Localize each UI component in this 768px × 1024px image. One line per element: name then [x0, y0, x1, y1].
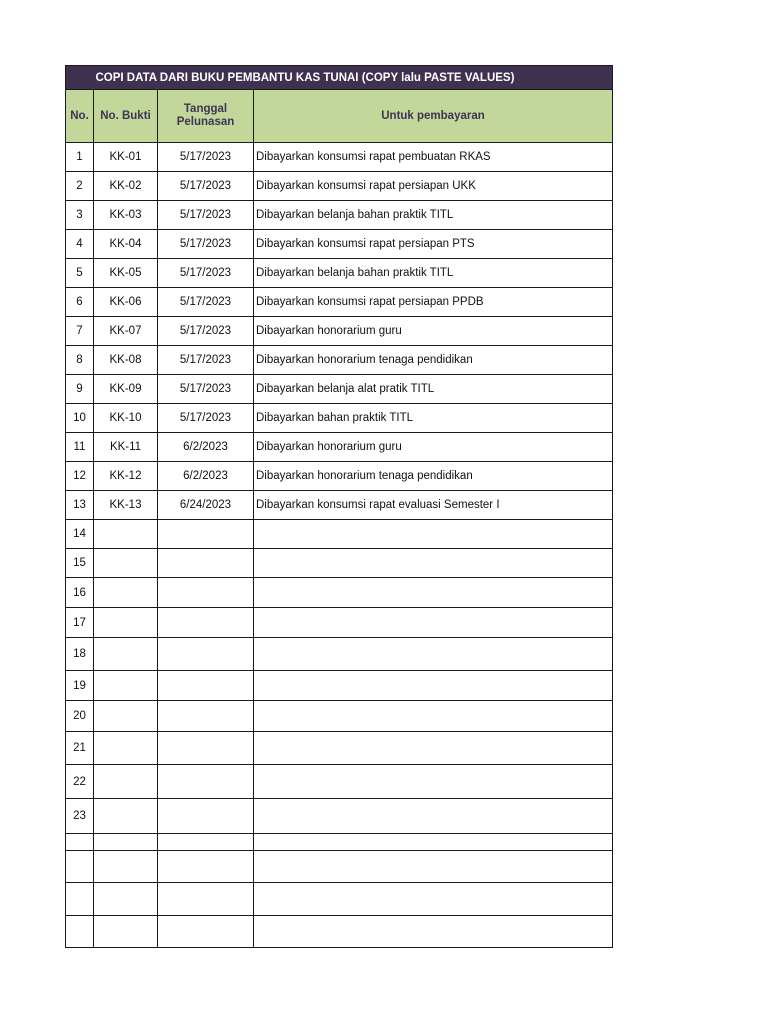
cell-no-bukti[interactable]: KK-10: [94, 404, 158, 433]
cell-no-bukti[interactable]: KK-06: [94, 288, 158, 317]
cell-no-bukti[interactable]: [94, 883, 158, 916]
cell-no-bukti[interactable]: [94, 520, 158, 549]
cell-untuk-pembayaran[interactable]: Dibayarkan honorarium guru: [254, 317, 613, 346]
cell-no[interactable]: 21: [66, 732, 94, 765]
cell-no[interactable]: 3: [66, 201, 94, 230]
cell-no-bukti[interactable]: [94, 765, 158, 799]
cell-no-bukti[interactable]: KK-02: [94, 172, 158, 201]
cell-tanggal[interactable]: [158, 638, 254, 671]
table-row: [66, 172, 613, 201]
table-row: [66, 701, 613, 732]
cell-untuk-pembayaran[interactable]: Dibayarkan belanja alat pratik TITL: [254, 375, 613, 404]
table-row: [66, 317, 613, 346]
cell-no-bukti[interactable]: KK-13: [94, 491, 158, 520]
table-row: [66, 834, 613, 851]
cell-untuk-pembayaran[interactable]: Dibayarkan konsumsi rapat persiapan UKK: [254, 172, 613, 201]
cell-tanggal[interactable]: [158, 732, 254, 765]
table-row: [66, 462, 613, 491]
header-no[interactable]: No.: [66, 90, 94, 143]
cell-no[interactable]: 5: [66, 259, 94, 288]
table-row: [66, 916, 613, 948]
title-row: [66, 66, 613, 90]
cell-untuk-pembayaran[interactable]: Dibayarkan konsumsi rapat pembuatan RKAS: [254, 143, 613, 172]
table-row: [66, 549, 613, 578]
cell-no-bukti[interactable]: KK-12: [94, 462, 158, 491]
cell-tanggal[interactable]: 5/17/2023: [158, 230, 254, 259]
cell-tanggal[interactable]: [158, 701, 254, 732]
cell-untuk-pembayaran[interactable]: [254, 638, 613, 671]
cell-untuk-pembayaran[interactable]: Dibayarkan belanja bahan praktik TITL: [254, 259, 613, 288]
cell-untuk-pembayaran[interactable]: [254, 732, 613, 765]
cell-tanggal[interactable]: [158, 671, 254, 701]
cell-no[interactable]: 17: [66, 608, 94, 638]
cell-no-bukti[interactable]: [94, 608, 158, 638]
cell-tanggal[interactable]: 5/17/2023: [158, 288, 254, 317]
cell-no-bukti[interactable]: [94, 851, 158, 883]
cell-tanggal[interactable]: [158, 765, 254, 799]
cell-no[interactable]: 23: [66, 799, 94, 834]
cell-tanggal[interactable]: [158, 549, 254, 578]
cell-tanggal[interactable]: [158, 834, 254, 851]
cell-no[interactable]: 12: [66, 462, 94, 491]
cell-untuk-pembayaran[interactable]: Dibayarkan belanja bahan praktik TITL: [254, 201, 613, 230]
cell-tanggal[interactable]: 5/17/2023: [158, 143, 254, 172]
cell-tanggal[interactable]: 6/2/2023: [158, 433, 254, 462]
header-tanggal-pelunasan[interactable]: Tanggal Pelunasan: [158, 90, 254, 143]
cell-no-bukti[interactable]: KK-08: [94, 346, 158, 375]
cell-untuk-pembayaran[interactable]: Dibayarkan konsumsi rapat persiapan PPDB: [254, 288, 613, 317]
table-row: [66, 851, 613, 883]
cell-tanggal[interactable]: [158, 608, 254, 638]
cell-no-bukti[interactable]: [94, 578, 158, 608]
cell-no[interactable]: 6: [66, 288, 94, 317]
cell-tanggal[interactable]: [158, 578, 254, 608]
cell-no[interactable]: 1: [66, 143, 94, 172]
table-row: [66, 404, 613, 433]
sheet-title[interactable]: COPI DATA DARI BUKU PEMBANTU KAS TUNAI (COPY lalu PASTE VALUES): [94, 66, 613, 90]
header-row: [66, 90, 613, 143]
cell-no-bukti[interactable]: [94, 671, 158, 701]
cell-tanggal[interactable]: [158, 883, 254, 916]
cell-no-bukti[interactable]: KK-03: [94, 201, 158, 230]
cell-tanggal[interactable]: 5/17/2023: [158, 346, 254, 375]
table-row: [66, 230, 613, 259]
cell-no-bukti[interactable]: KK-09: [94, 375, 158, 404]
cell-tanggal[interactable]: 5/17/2023: [158, 172, 254, 201]
cell-untuk-pembayaran[interactable]: Dibayarkan honorarium guru: [254, 433, 613, 462]
table-row: [66, 346, 613, 375]
cell-no-bukti[interactable]: [94, 549, 158, 578]
cell-untuk-pembayaran[interactable]: [254, 916, 613, 948]
cell-no-bukti[interactable]: [94, 701, 158, 732]
table-row: [66, 608, 613, 638]
cell-tanggal[interactable]: [158, 851, 254, 883]
table-row: [66, 143, 613, 172]
table-row: [66, 259, 613, 288]
cell-untuk-pembayaran[interactable]: Dibayarkan konsumsi rapat evaluasi Semester I: [254, 491, 613, 520]
cell-no-bukti[interactable]: [94, 834, 158, 851]
title-stub-cell[interactable]: [66, 66, 94, 90]
cell-tanggal[interactable]: 5/17/2023: [158, 317, 254, 346]
table-row: [66, 638, 613, 671]
cell-no[interactable]: 2: [66, 172, 94, 201]
header-no-bukti[interactable]: No. Bukti: [94, 90, 158, 143]
cell-no-bukti[interactable]: [94, 732, 158, 765]
cell-untuk-pembayaran[interactable]: [254, 671, 613, 701]
cell-tanggal[interactable]: 5/17/2023: [158, 201, 254, 230]
cell-untuk-pembayaran[interactable]: [254, 799, 613, 834]
cell-no[interactable]: 19: [66, 671, 94, 701]
cell-no[interactable]: 16: [66, 578, 94, 608]
table-row: [66, 375, 613, 404]
table-row: [66, 491, 613, 520]
cell-no-bukti[interactable]: [94, 799, 158, 834]
cell-no[interactable]: 18: [66, 638, 94, 671]
cell-untuk-pembayaran[interactable]: [254, 520, 613, 549]
cell-no[interactable]: 11: [66, 433, 94, 462]
cell-tanggal[interactable]: 5/17/2023: [158, 375, 254, 404]
table-row: [66, 883, 613, 916]
cell-no[interactable]: 9: [66, 375, 94, 404]
cell-no-bukti[interactable]: KK-05: [94, 259, 158, 288]
cell-untuk-pembayaran[interactable]: [254, 834, 613, 851]
cell-no[interactable]: [66, 916, 94, 948]
table-row: [66, 433, 613, 462]
cell-no[interactable]: 10: [66, 404, 94, 433]
cell-no-bukti[interactable]: KK-04: [94, 230, 158, 259]
cell-no[interactable]: 22: [66, 765, 94, 799]
cell-untuk-pembayaran[interactable]: [254, 701, 613, 732]
cell-tanggal[interactable]: [158, 916, 254, 948]
cell-tanggal[interactable]: [158, 799, 254, 834]
cell-untuk-pembayaran[interactable]: [254, 765, 613, 799]
cell-no-bukti[interactable]: KK-07: [94, 317, 158, 346]
table-row: [66, 671, 613, 701]
cell-untuk-pembayaran[interactable]: [254, 549, 613, 578]
cell-no[interactable]: 15: [66, 549, 94, 578]
cell-untuk-pembayaran[interactable]: [254, 883, 613, 916]
cell-no[interactable]: 20: [66, 701, 94, 732]
cell-no[interactable]: [66, 834, 94, 851]
cell-no[interactable]: 7: [66, 317, 94, 346]
cell-no[interactable]: 4: [66, 230, 94, 259]
cell-untuk-pembayaran[interactable]: [254, 578, 613, 608]
cell-no[interactable]: [66, 851, 94, 883]
cell-tanggal[interactable]: 6/24/2023: [158, 491, 254, 520]
cell-no[interactable]: 8: [66, 346, 94, 375]
cell-tanggal[interactable]: 6/2/2023: [158, 462, 254, 491]
table-row: [66, 201, 613, 230]
table-row: [66, 578, 613, 608]
cell-untuk-pembayaran[interactable]: Dibayarkan konsumsi rapat persiapan PTS: [254, 230, 613, 259]
kas-tunai-table: [65, 65, 613, 948]
cell-untuk-pembayaran[interactable]: Dibayarkan bahan praktik TITL: [254, 404, 613, 433]
cell-untuk-pembayaran[interactable]: [254, 608, 613, 638]
table-row: [66, 520, 613, 549]
cell-no-bukti[interactable]: [94, 916, 158, 948]
cell-no[interactable]: [66, 883, 94, 916]
cell-no-bukti[interactable]: KK-11: [94, 433, 158, 462]
table-row: [66, 799, 613, 834]
table-row: [66, 732, 613, 765]
cell-tanggal[interactable]: [158, 520, 254, 549]
cell-untuk-pembayaran[interactable]: Dibayarkan honorarium tenaga pendidikan: [254, 346, 613, 375]
cell-no[interactable]: 14: [66, 520, 94, 549]
header-untuk-pembayaran[interactable]: Untuk pembayaran: [254, 90, 613, 143]
table-row: [66, 765, 613, 799]
cell-no-bukti[interactable]: [94, 638, 158, 671]
cell-tanggal[interactable]: 5/17/2023: [158, 404, 254, 433]
cell-no[interactable]: 13: [66, 491, 94, 520]
cell-no-bukti[interactable]: KK-01: [94, 143, 158, 172]
cell-untuk-pembayaran[interactable]: [254, 851, 613, 883]
cell-tanggal[interactable]: 5/17/2023: [158, 259, 254, 288]
table-row: [66, 288, 613, 317]
cell-untuk-pembayaran[interactable]: Dibayarkan honorarium tenaga pendidikan: [254, 462, 613, 491]
